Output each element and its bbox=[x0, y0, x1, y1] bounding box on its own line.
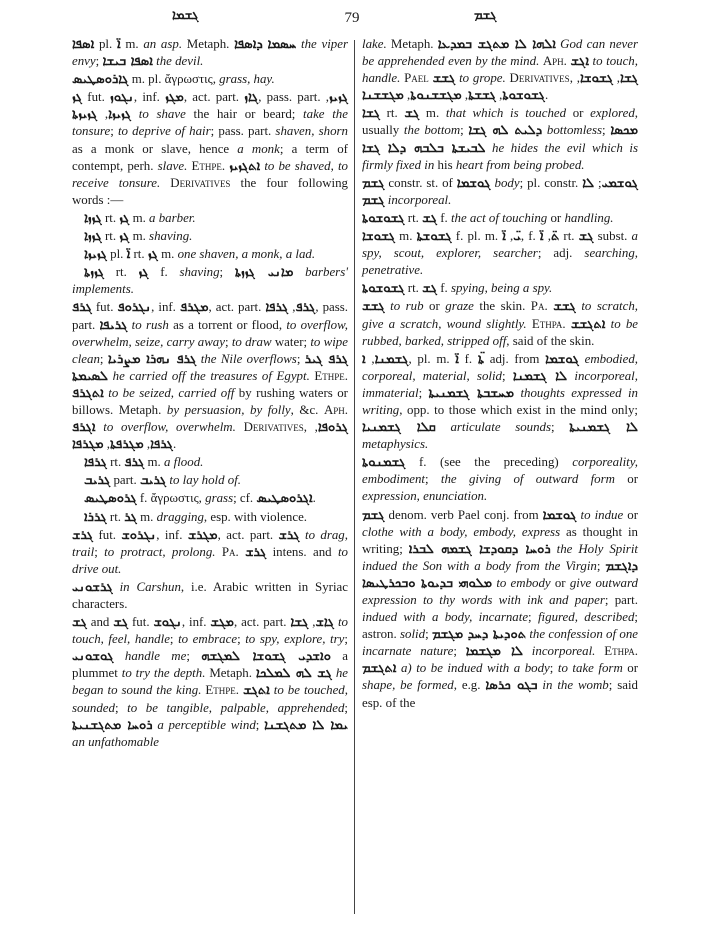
dictionary-entry: ܓܙܙܐ rt. ܓܙ m. a barber. bbox=[84, 210, 196, 226]
dictionary-entry: ܓܫܐ rt. ܓܫ m. that which is touched or explored, usually the bottom; ܕܠܝܬ ܠܗ ܓܫܐ bottomless; ܡܟܣܐ ܠܒܝܫܬܐ ܒܠܒܗ ܕܠܐ ܓܫܐ he hides the evil which is firmly fixed in his heart from being probed. bbox=[362, 106, 639, 172]
dictionary-entry: ܓܙܙܬܐ rt. ܓܙ f. shaving; ܡܐܢܝ ܓܙܙܬܐ barbers' implements. bbox=[72, 265, 348, 297]
dictionary-entry: ܓܙ fut. ܢܓܘܙ, inf. ܡܓܙ, act. part. ܓܐܙ, pass. part. ܓܙܝܙ, ܓܙܝܙܐ, ܓܙܝܙܬܐ to shave the hair or beard; take the tonsure; to deprive of hair; pass. part. shaven, shorn as a monk or slave, hence a monk; a term of contempt, perh. slave. Ethpe. ܐܬܓܙܝܙ to be shaved, to receive tonsure. Derivatives the four following words :— bbox=[72, 90, 349, 207]
dictionary-entry: lake. Metaph. ܐܠܗܐ ܠܐ ܡܬܓܫ ܒܡܕܥܐ God can never be apprehended even by the mind. Aph. ܐܓܫ to touch, handle. Pael ܓܫܫ to grope. Derivatives, ܓܫܐ, ܓܫܘܫܐ, ܓܫܘܫܘܬܐ, ܓܫܫܬܐ, ܡܓܫܫܢܘܬܐ, ܡܓܫܫܢܐ . bbox=[362, 37, 639, 104]
dictionary-entry: ܓܫܘܫܘܬܐ rt. ܓܫ f. the act of touching or handling. bbox=[362, 210, 614, 226]
dictionary-entry: ܓܪܝܒ part. ܓܪܝܒ to lay hold of. bbox=[84, 473, 242, 489]
right-column bbox=[362, 36, 638, 713]
dictionary-entry: ܓܙܝܙܐ pl. ܐ̈ rt. ܓܙ m. one shaven, a monk, a lad. bbox=[84, 247, 316, 263]
dictionary-entry: ܓܙܙܐ rt. ܓܙ m. shaving. bbox=[84, 229, 193, 245]
dictionary-entry: ܓܐܪܘܣܛܝܣ m. pl. ἄγρωστις, grass, hay. bbox=[72, 72, 275, 88]
dictionary-entry: ܓܫܘܫܘܬܐ rt. ܓܫ f. spying, being a spy. bbox=[362, 281, 553, 297]
dictionary-entry: ܓܪܫ fut. ܢܓܪܘܫ, inf. ܡܓܪܫ, act. part. ܓܪܫ to drag, trail; to protract, prolong. Pa. ܓܪܫ intens. and to drive out. bbox=[72, 527, 348, 576]
dictionary-entry: ܓܪܫܘܢܝ in Carshun, i.e. Arabic written in Syriac characters. bbox=[72, 579, 348, 611]
dictionary-entry: ܓܫܡ constr. st. of ܓܘܫܡܐ body; pl. constr. ܓܘܫܡܝ; ܠܐ ܓܫܡ incorporeal. bbox=[362, 175, 639, 208]
dictionary-entry: ܓܫܡܢܐ, ܐ , pl. m. ܐ̈ f. ܬܐ̈ adj. from ܓܘܫܡܐ embodied, corporeal, material, solid; ܠܐ ܓܫܡܢܐ incorporeal, immaterial; ܡܚܫܒܬܐ ܓܫܡܢܝܬܐ thoughts expressed in writing, opp. to those which exist in the mind only; ܩܠܐ ܓܫܡܢܝܐ articulate sounds; ܠܐ ܓܫܡܢܝܬܐ metaphysics. bbox=[362, 351, 638, 452]
running-head bbox=[0, 6, 704, 40]
column-divider bbox=[354, 40, 355, 914]
dictionary-entry: ܐܣܦܐ pl. ܐ̈ m. an asp. Metaph. ܚܣܡܐ ܕܐܣܦܐ the viper envy; ܐܣܦܐ ܒܝܫܐ the devil. bbox=[72, 37, 348, 70]
dictionary-entry: ܓܫܫ to rub or graze the skin. Pa. ܓܫܫ to scratch, give a scratch, wound slightly. Ethpa. ܐܬܓܫܫ to be rubbed, barked, stripped off, said of the skin. bbox=[362, 299, 638, 348]
dictionary-entry: ܓܫܡܢܘܬܐ f. (see the preceding) corporeality, embodiment; the giving of outward form or expression, enunciation. bbox=[362, 455, 638, 504]
dictionary-entry: ܓܫܡ denom. verb Pael conj. from ܓܘܫܡܐ to indue or clothe with a body, embody, express as thought in writing; ܪܘܚܐ ܕܩܘܕܫܐ ܓܫܡܗ ܠܒܪܐ the Holy Spirit indued the Son with a body from the Virgin; ܕܐܓܫܡ ܡܠܘܗܝ ܒܕܝܘܬܐ ܘܒܟܪܛܝܣܐ to embody or give outward expression to thy words with ink and paper; part. indued with a body, incarnate; figured, described; astron. solid; ܬܘܕܝܬܐ ܕܚܕ ܡܓܫܡ the confession of one incarnate nature; ܠܐ ܡܓܫܡܐ incorporeal. Ethpa. ܐܬܓܫܡ a) to be indued with a body; to take form or shape, be formed, e.g. ܒܓܘ ܟܪܣܐ in the womb; said esp. of the bbox=[362, 507, 639, 710]
dictionary-entry: ܓܪܘܣܛܝܣ f. ἄγρωστις, grass; cf. ܐܓܪܘܣܛܝܣ. bbox=[84, 491, 316, 507]
page-number: 79 bbox=[344, 10, 360, 26]
running-head-right: ܓܫܡ bbox=[474, 8, 497, 23]
running-head-left: ܓܫܡܐ bbox=[172, 8, 199, 23]
dictionary-entry: ܓܫ and ܓܫ fut. ܢܓܘܫ, inf. ܡܓܫ, act. part. ܓܐܫ, ܓܫܐ to touch, feel, handle; to embrace; to spy, explore, try; ܓܘܫܘܢܝ handle me; ܘܐܫܕܝ ܓܫܘܫܐ ܠܡܓܫܗ a plummet to try the depth. Metaph. ܓܫ ܠܗ ܠܡܠܟܐ he began to sound the king. Ethpe. ܐܬܓܫ to be touched, sounded; to be tangible, palpable, apprehended; ܪܘܚܐ ܡܬܓܫܢܝܬܐ a perceptible wind; ܝܡܐ ܠܐ ܡܬܓܫܢܐ an unfathomable bbox=[72, 615, 349, 749]
dictionary-entry: ܓܪܦܐ rt. ܓܪܦ m. a flood. bbox=[84, 455, 204, 471]
dictionary-entry: ܓܪܪܐ rt. ܓܪ m. dragging, esp. with violence. bbox=[84, 509, 308, 525]
dictionary-entry: ܓܪܦ fut. ܢܓܪܘܦ, inf. ܡܓܪܦ, act. part. ܓܪܦ, ܓܪܦܐ , pass. part. ܓܪܝܦܐ to rush as a torrent or flood, to overflow, overwhelm, seize, carry away; to draw water; to wipe clean; ܓܪܦ ܢܗܪܐ ܡܨܪܝܐ the Nile overflows; ܓܪܦ ܓܝܪ ܠܣܝܡܬܐ he carried off the treasures of Egypt. Ethpe. ܐܬܓܪܦ to be seized, carried off by rushing waters or billows. Metaph. by persuasion, by folly, &c. Aph. ܐܓܪܦ to overflow, overwhelm. Derivatives, ܓܪܘܦܐ, ܓܪܦܐ, ܡܓܪܦܬܐ, ܡܓܪܦܐ . bbox=[72, 300, 349, 453]
dictionary-entry: ܓܫܘܫܐ m. ܓܫܘܫܬܐ f. pl. m. ܝ̈, ܐ̈ , f. ܬ̈, ܐ̈ rt. ܓܫ subst. a spy, scout, explorer, searcher; adj. searching, penetrative. bbox=[362, 229, 639, 278]
left-column bbox=[72, 36, 348, 752]
